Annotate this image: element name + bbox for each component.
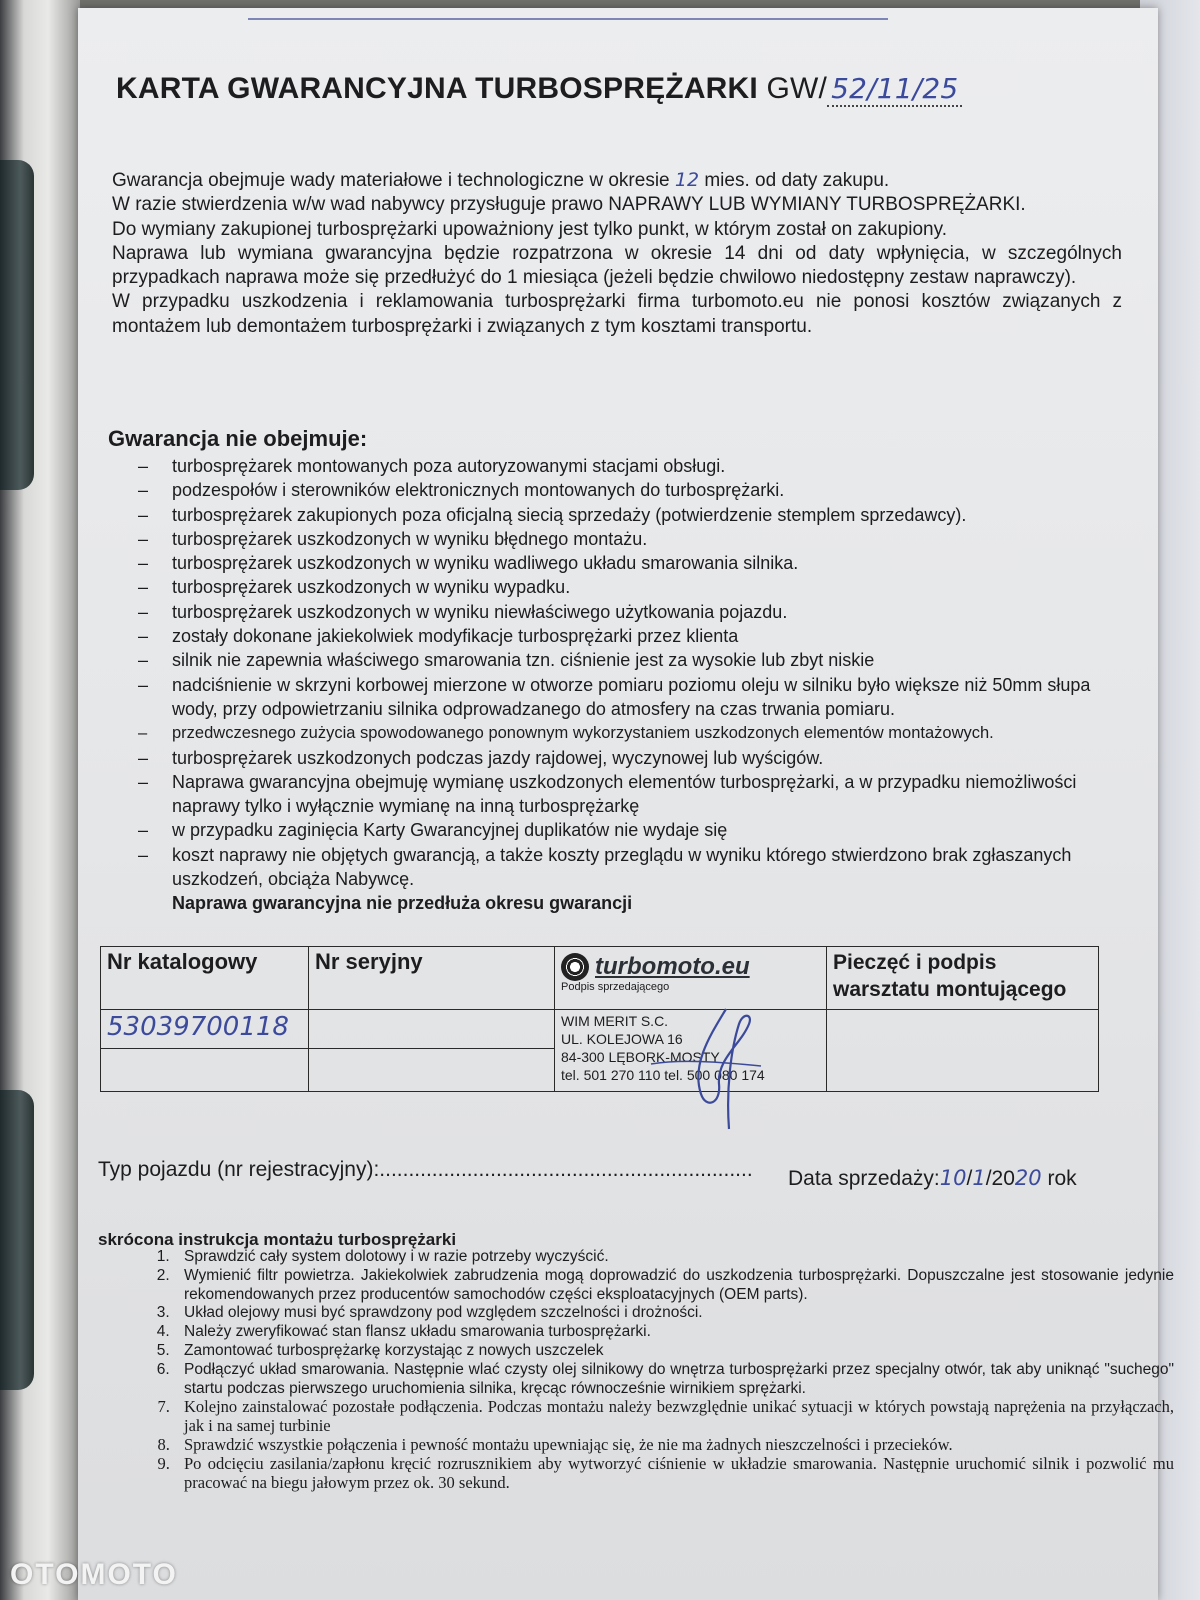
list-item: – przedwczesnego zużycia spowodowanego ponownym wykorzystaniem uszkodzonych elementów montażowych. — [138, 721, 1138, 745]
page-title: KARTA GWARANCYJNA TURBOSPRĘŻARKI GW/ 52/11/25 — [116, 72, 962, 106]
seller-logo-cell — [555, 947, 827, 1010]
catalog-empty-cell — [101, 1049, 309, 1092]
list-item: – turbosprężarek zakupionych poza oficjalną siecią sprzedaży (potwierdzenie stemplem sprzedawcy). — [138, 503, 1138, 527]
workshop-stamp-cell — [827, 1010, 1099, 1092]
binder-edge — [0, 0, 80, 1600]
workshop-stamp-header: Pieczęć i podpis warsztatu montującego — [827, 947, 1099, 1010]
list-item: 9. Po odcięciu zasilania/zapłonu kręcić rozrusznikiem aby wytworzyć ciśnienie w układzie smarowania. Następnie uruchomić silnik i pozwolić mu pracować na biegu jałowym przez ok. 30 sekund. — [174, 1455, 1174, 1493]
vehicle-type: Typ pojazdu (nr rejestracyjny):................................................................ — [98, 1158, 753, 1181]
catalog-header: Nr katalogowy — [101, 947, 309, 1010]
sale-year: 20 — [1014, 1166, 1042, 1190]
list-item: 1. Sprawdzić cały system dolotowy i w razie potrzeby wyczyścić. — [174, 1248, 1174, 1267]
list-item: 3. Układ olejowy musi być sprawdzony pod względem szczelności i drożności. — [174, 1304, 1174, 1323]
list-item: 8. Sprawdzić wszystkie połączenia i pewność montażu upewniając się, że nie ma żadnych nieszczelności i przecieków. — [174, 1436, 1174, 1455]
binder-ring — [0, 160, 34, 490]
seller-stamp: WIM MERIT S.C. UL. KOLEJOWA 16 84-300 LĘBORK-MOSTY tel. 501 270 110 tel. 500 080 174 — [561, 1012, 820, 1084]
intro-para4: Naprawa lub wymiana gwarancyjna będzie rozpatrzona w okresie 14 dni od daty wpłynięcia, w szczególnych przypadkach naprawa może się przedłużyć do 1 miesiąca (jeżeli będzie chwilowo niedostępny zestaw naprawczy). — [112, 242, 1122, 289]
turbomoto-logo: turbomoto.eu — [561, 953, 820, 981]
list-item: – turbosprężarek montowanych poza autoryzowanymi stacjami obsługi. — [138, 454, 1138, 478]
sale-day: 10 — [939, 1166, 967, 1190]
list-item: – podzespołów i sterowników elektronicznych montowanych do turbosprężarki. — [138, 478, 1138, 502]
top-form-strip — [248, 8, 888, 20]
warranty-card — [78, 8, 1174, 1600]
warranty-note: Naprawa gwarancyjna nie przedłuża okresu gwarancji — [172, 893, 633, 914]
list-item: – turbosprężarek uszkodzonych w wyniku niewłaściwego użytkowania pojazdu. — [138, 600, 1138, 624]
list-item: 2. Wymienić filtr powietrza. Jakiekolwiek zabrudzenia mogą doprowadzić do uszkodzenia turbosprężarki. Dopuszczalne jest stosowanie jedynie rekomendowanych przez producentów samochodów części eksploatacyjnych (OEM parts). — [174, 1267, 1174, 1305]
otomoto-watermark: OTOMOTO — [10, 1558, 178, 1591]
exclusions-list — [138, 454, 1138, 916]
turbine-icon — [561, 953, 589, 981]
list-item: 4. Należy zweryfikować stan flansz układu smarowania turbosprężarki. — [174, 1323, 1174, 1342]
list-item: 7. Kolejno zainstalować pozostałe podłączenia. Podczas montażu należy bezwzględnie unikać sytuacji w których powstają naprężenia na przyłączach, jak i na samej turbinie — [174, 1398, 1174, 1436]
sale-month: 1 — [972, 1166, 986, 1190]
list-item: – silnik nie zapewnia właściwego smarowania tzn. ciśnienie jest za wysokie lub zbyt niskie — [138, 648, 1138, 672]
gw-number: 52/11/25 — [827, 72, 962, 107]
list-item: – koszt naprawy nie objętych gwarancją, a także koszty przeglądu w wyniku którego stwierdzono brak zgłaszanych uszkodzeń, obciąża Nabywcę. — [138, 843, 1138, 892]
list-item: 6. Podłączyć układ smarowania. Następnie wlać czysty olej silnikowy do wnętrza turbosprężarki przez specjalny otwór, tak aby uniknąć "suchego" startu podczas pierwszego uruchomienia silnika, kręcąc równocześnie wirnikiem sprężarki. — [174, 1361, 1174, 1399]
serial-value-cell — [309, 1010, 555, 1049]
intro-para3: Do wymiany zakupionej turbosprężarki upoważniony jest tylko punkt, w którym został on zakupiony. — [112, 218, 947, 240]
sale-date: Data sprzedaży:10/1/2020 rok — [788, 1166, 1077, 1190]
intro-text — [112, 168, 1122, 339]
period-value: 12 — [674, 169, 700, 191]
intro-para5: W przypadku uszkodzenia i reklamowania turbosprężarki firma turbomoto.eu nie ponosi kosztów związanych z montażem lub demontażem turbosprężarki i związanych z tym kosztami transportu. — [112, 291, 1122, 337]
list-item: – zostały dokonane jakiekolwiek modyfikacje turbosprężarki przez klienta — [138, 624, 1138, 648]
serial-empty-cell — [309, 1049, 555, 1092]
catalog-number: 53039700118 — [107, 1012, 289, 1042]
seller-signature — [631, 1004, 791, 1134]
list-item: – w przypadku zaginięcia Karty Gwarancyjnej duplikatów nie wydaje się — [138, 818, 1138, 842]
catalog-value-cell — [101, 1010, 309, 1049]
list-item: 5. Zamontować turbosprężarkę korzystając z nowych uszczelek — [174, 1342, 1174, 1361]
binder-ring — [0, 1090, 34, 1390]
intro-para2: W razie stwierdzenia w/w wad nabywcy przysługuje prawo NAPRAWY LUB WYMIANY TURBOSPRĘŻARKI. — [112, 194, 1026, 216]
seller-stamp-cell — [555, 1010, 827, 1092]
warranty-table — [100, 946, 1099, 1092]
list-item: – nadciśnienie w skrzyni korbowej mierzone w otworze pomiaru poziomu oleju w silniku było większe niż 50mm słupa wody, przy odpowietrzaniu silnika odprowadzanego do atmosfery na czas trwania pomiaru. — [138, 673, 1138, 722]
seller-signature-label: Podpis sprzedającego — [561, 981, 670, 993]
list-item: – turbosprężarek uszkodzonych w wyniku błędnego montażu. — [138, 527, 1138, 551]
instructions-heading: skrócona instrukcja montażu turbosprężarki — [98, 1230, 457, 1249]
list-item: – turbosprężarek uszkodzonych w wyniku wadliwego układu smarowania silnika. — [138, 551, 1138, 575]
list-item: – turbosprężarek uszkodzonych podczas jazdy rajdowej, wyczynowej lub wyścigów. — [138, 746, 1138, 770]
intro-line1: Gwarancja obejmuje wady materiałowe i technologiczne w okresie 12 mies. od daty zakupu. — [112, 169, 890, 191]
serial-header: Nr seryjny — [309, 947, 555, 1010]
gw-prefix: GW/ — [766, 72, 828, 105]
list-item: – turbosprężarek uszkodzonych w wyniku wypadku. — [138, 575, 1138, 599]
list-item: – Naprawa gwarancyjna obejmuję wymianę uszkodzonych elementów turbosprężarki, a w przypadku niemożliwości naprawy tylko i wyłącznie wymianę na inną turbosprężarkę — [138, 770, 1138, 819]
instructions-list — [138, 1248, 1174, 1492]
exclusions-heading: Gwarancja nie obejmuje: — [108, 426, 368, 451]
